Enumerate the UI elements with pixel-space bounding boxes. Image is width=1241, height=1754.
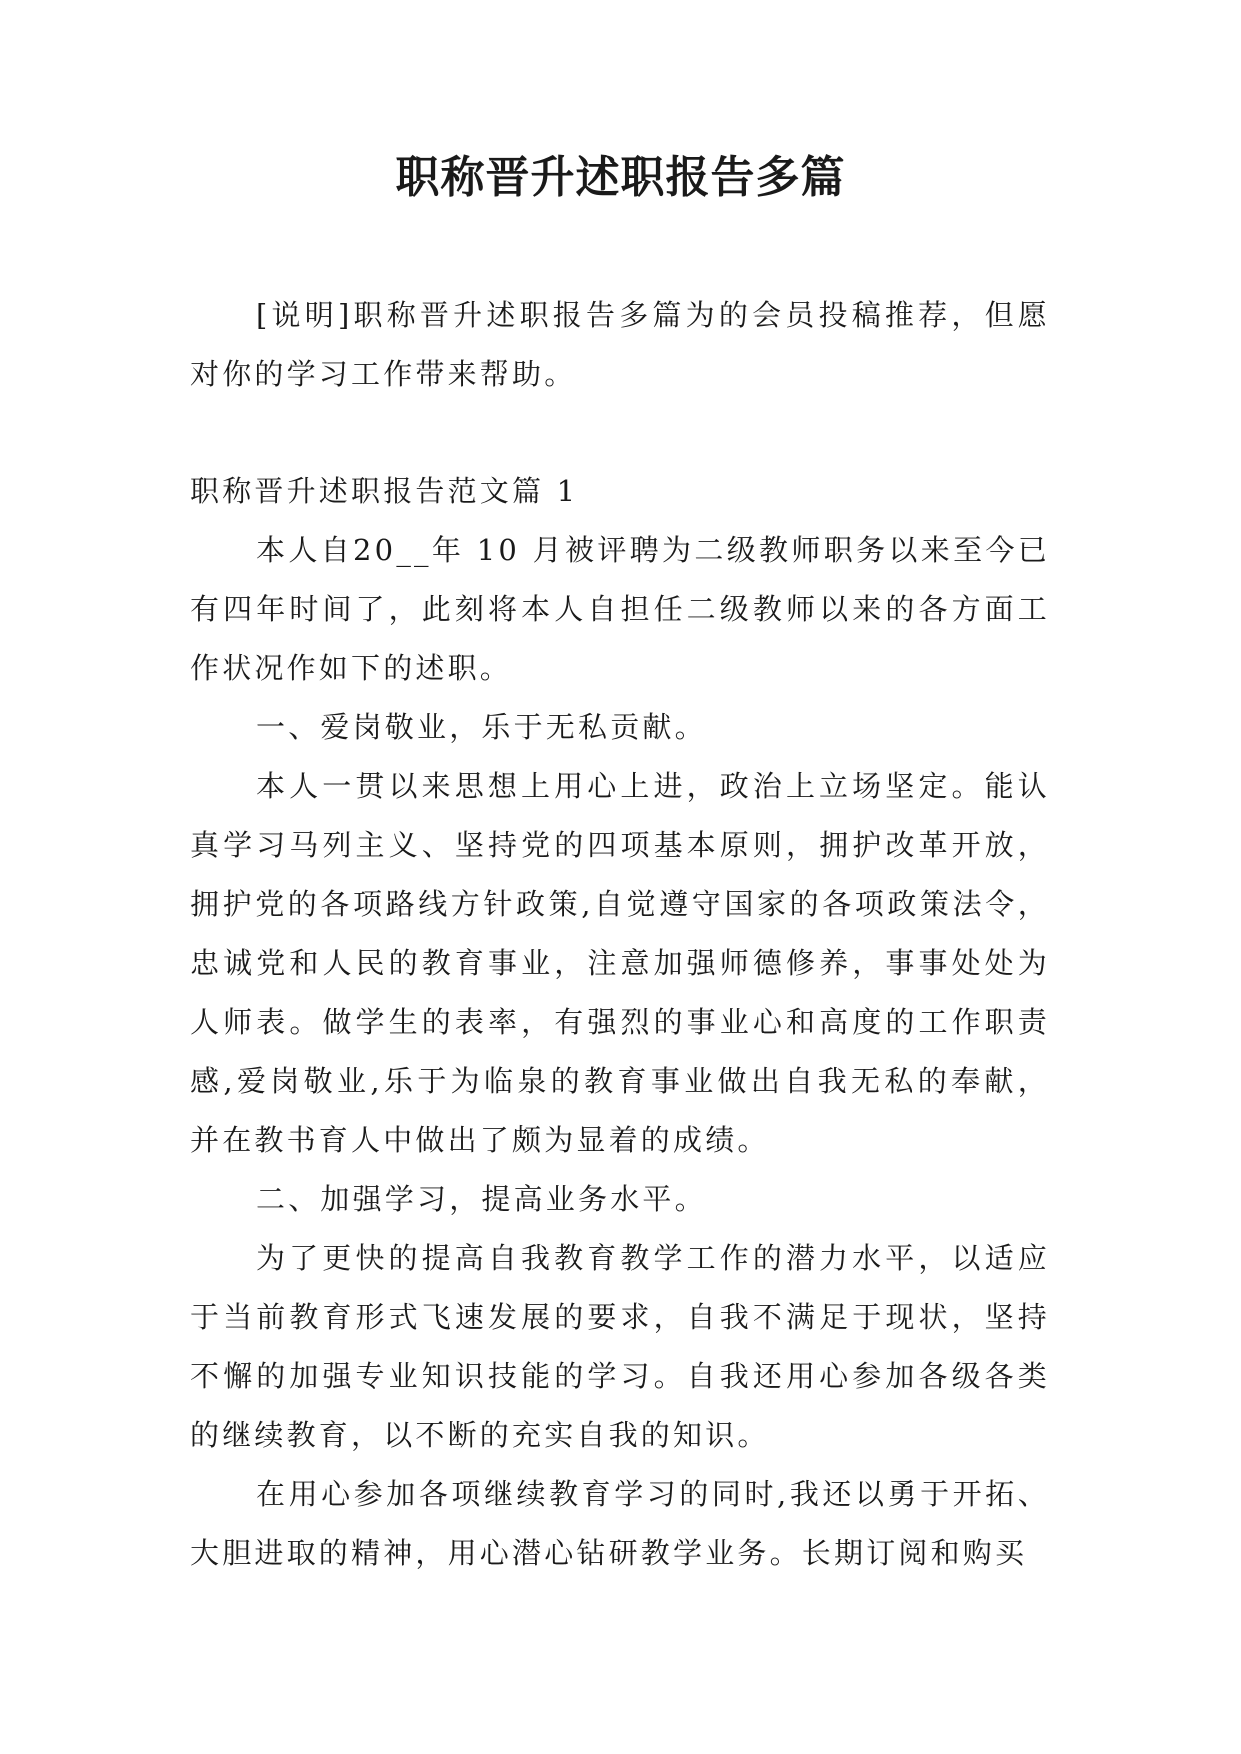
paragraph: 一、爱岗敬业，乐于无私贡献。 — [256, 710, 707, 744]
paragraph: 为了更快的提高自我教育教学工作的潜力水平，以适应于当前教育形式飞速发展的要求，自我不满足于现状，坚持不懈的加强专业知识技能的学习。自我还用心参加各级各类的继续教育，以不断的充实自我的知识。 — [190, 1241, 1050, 1452]
document-title: 职称晋升述职报告多篇 — [395, 152, 846, 203]
paragraph: 本人自20__年 10 月被评聘为二级教师职务以来至今已有四年时间了，此刻将本人自担任二级教师以来的各方面工作状况作如下的述职。 — [190, 533, 1050, 685]
document-body — [190, 521, 1050, 1583]
paragraph: 二、加强学习，提高业务水平。 — [256, 1182, 707, 1216]
note-paragraph: [说明]职称晋升述职报告多篇为的会员投稿推荐，但愿对你的学习工作带来帮助。 — [190, 298, 1050, 391]
paragraph: 在用心参加各项继续教育学习的同时,我还以勇于开拓、大胆进取的精神，用心潜心钻研教学业务。长期订阅和购买 — [190, 1477, 1050, 1570]
section-heading: 职称晋升述职报告范文篇 1 — [190, 474, 579, 508]
paragraph: 本人一贯以来思想上用心上进，政治上立场坚定。能认真学习马列主义、坚持党的四项基本原则，拥护改革开放，拥护党的各项路线方针政策,自觉遵守国家的各项政策法令，忠诚党和人民的教育事业，注意加强师德修养，事事处处为人师表。做学生的表率，有强烈的事业心和高度的工作职责感,爱岗敬业,乐于为临泉的教育事业做出自我无私的奉献，并在教书育人中做出了颇为显着的成绩。 — [190, 769, 1050, 1157]
